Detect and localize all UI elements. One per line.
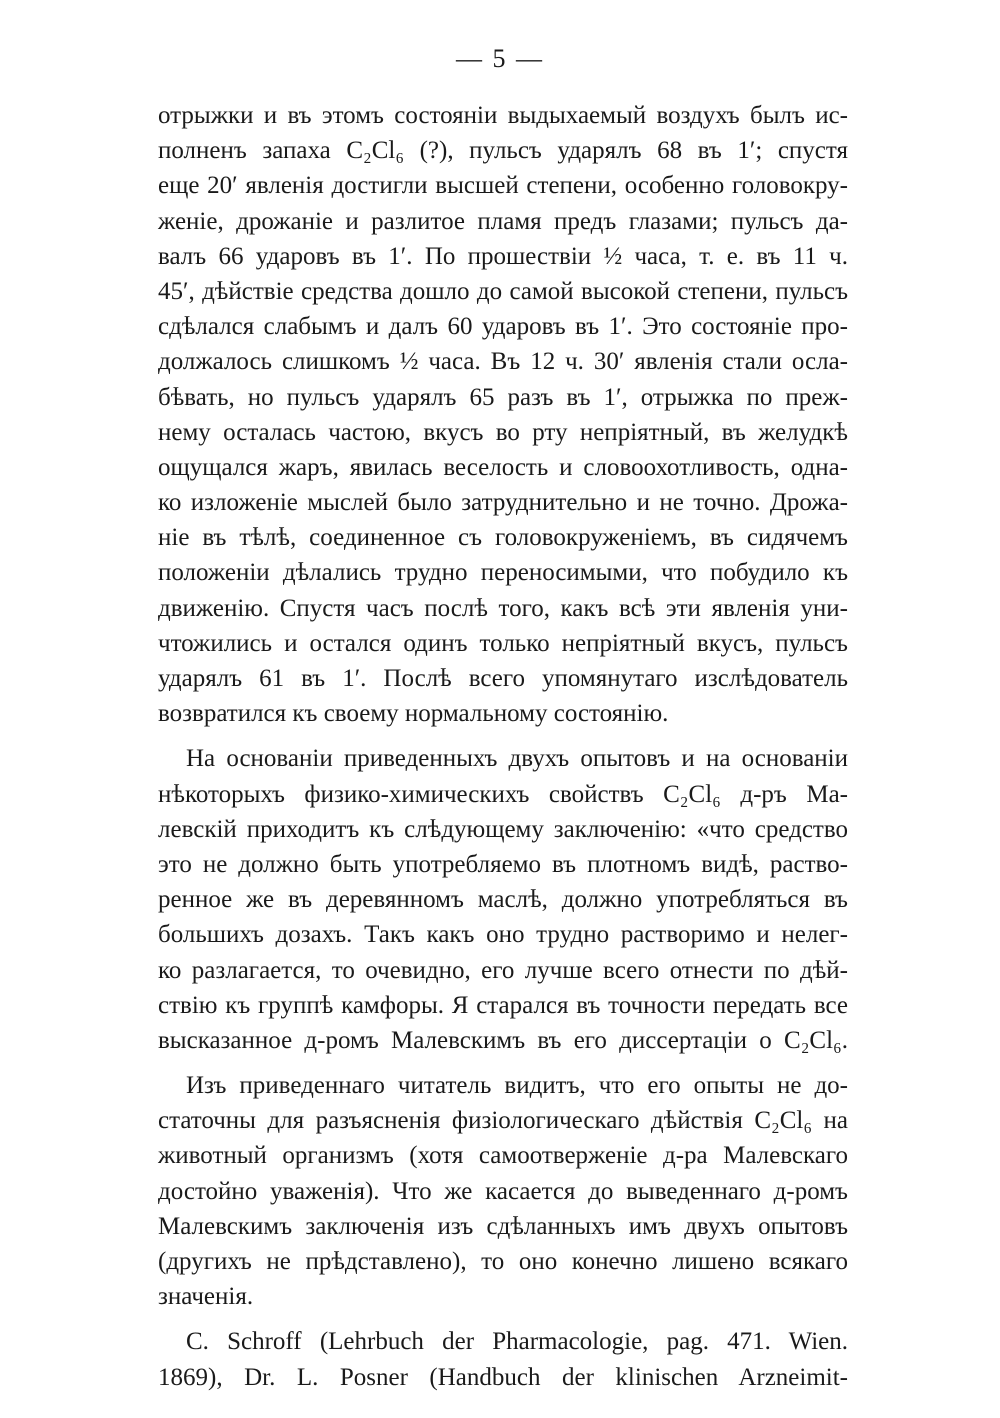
text-line: еще 20′ явленiя достигли высшей степени, особенно головокру- [158,172,848,200]
text-line: нiе въ тѣлѣ, соединенное съ головокруженiемъ, въ сидячемъ [158,524,848,552]
text-line: животный организмъ (хотя самоотверженiе д-ра Малевскаго [158,1142,848,1170]
text-line: отрыжки и въ этомъ состоянiи выдыхаемый воздухъ былъ ис- [158,102,848,129]
text-line: значенiя. [158,1283,254,1311]
paragraph-gap [158,1314,848,1324]
text-line: чтожились и остался одинъ только непрiятный вкусъ, пульсъ [158,629,848,657]
text-line: большихъ дозахъ. Такъ какъ оно трудно растворимо и нелег- [158,921,848,949]
text-line: возвратился къ своему нормальному состоянiю. [158,700,669,728]
text-line: движенiю. Спустя часъ послѣ того, какъ всѣ эти явленiя уни- [158,594,848,622]
text-line: 45′, дѣйствiе средства дошло до самой высокой степени, пульсъ [158,277,848,305]
paragraph-gap [158,1058,848,1068]
text-line: ударялъ 61 въ 1′. Послѣ всего упомянутаго изслѣдователь [158,665,848,692]
text-line: C. Schroff (Lehrbuch der Pharmacologie, pag. 471. Wien. [186,1328,848,1356]
text-line: (другихъ не прѣдставлено), то оно конечно лишено всякаго [158,1248,848,1275]
text-line: ренное же въ деревянномъ маслѣ, должно употребляться въ [158,886,848,914]
paragraph-3 [158,1068,848,1314]
text-line: ко разлагается, то очевидно, его лучше всего отнести по дѣй- [158,956,848,984]
text-line: бѣвать, но пульсъ ударялъ 65 разъ въ 1′, отрыжка по преж- [158,383,848,411]
text-line: Изъ приведеннаго читатель видитъ, что его опыты не до- [186,1072,848,1100]
text-line: левскiй приходитъ къ слѣдующему заключенiю: «что средство [158,815,848,843]
text-line: женiе, дрожанiе и разлитое пламя предъ глазами; пульсъ да- [158,207,848,235]
text-line: полненъ запаха C₂Cl₆ (?), пульсъ ударялъ 68 въ 1′; спустя [158,137,848,165]
paragraph-2 [158,741,848,1058]
body-text [158,98,848,1395]
text-line: сдѣлался слабымъ и далъ 60 ударовъ въ 1′. Это состоянiе про- [158,313,848,341]
text-line: достойно уваженiя). Что же касается до выведеннаго д-ромъ [158,1177,848,1205]
text-line: нѣкоторыхъ физико-химическихъ свойствъ C₂Cl₆ д-ръ Ма- [158,780,848,808]
text-line: ощущался жаръ, явилась веселость и словоохотливость, одна- [158,453,848,481]
text-line: нему осталась частою, вкусъ во рту непрiятный, въ желудкѣ [158,418,848,446]
text-line: На основанiи приведенныхъ двухъ опытовъ и на основанiи [186,745,848,773]
text-line: это не должно быть употребляемо въ плотномъ видѣ, раство- [158,850,848,878]
text-line: должалось слишкомъ ½ часа. Въ 12 ч. 30′ явленiя стали осла- [158,348,848,376]
text-line: статочны для разъясненiя физiологическаго дѣйствiя C₂Cl₆ на [158,1107,848,1135]
paragraph-gap [158,731,848,741]
page-number: — 5 — [456,44,544,73]
text-line: 1869), Dr. L. Posner (Handbuch der klinischen Arzneimit- [158,1363,848,1391]
text-line: положенiи дѣлались трудно переносимыми, что побудило къ [158,559,848,587]
paragraph-4 [158,1324,848,1394]
text-line: валъ 66 ударовъ въ 1′. По прошествiи ½ часа, т. е. въ 11 ч. [158,242,848,270]
text-line: ствiю къ группѣ камфоры. Я старался въ точности передать все [158,991,848,1019]
text-line: высказанное д-ромъ Малевскимъ въ его диссертацiи о C₂Cl₆. [158,1026,848,1054]
text-line: ко изложенiе мыслей было затруднительно и не точно. Дрожа- [158,489,848,517]
text-line: Малевскимъ заключенiя изъ сдѣланныхъ имъ двухъ опытовъ [158,1212,848,1240]
paragraph-1 [158,98,848,731]
